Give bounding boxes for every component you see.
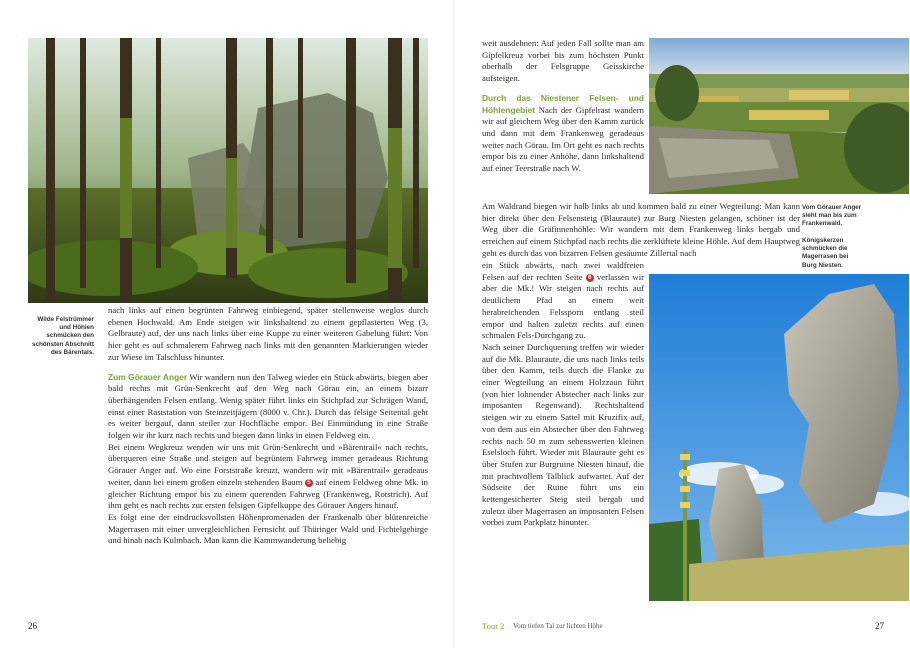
page-number-right: 27 [875,621,884,631]
right-narrow-text [482,260,644,529]
left-paragraph-2 [108,372,428,442]
waypoint-marker-5: 5 [305,479,313,487]
right-page [455,0,910,648]
landscape-photo-caption: Vom Görauer Anger sieht man bis zum Frankenwald. [802,204,862,228]
right-paragraph-1 [482,93,644,175]
right-col-top: weit ausdehnen: Auf jeden Fall sollte man am Gipfelkreuz vorbei bis zum höchsten Punkt oberhalb der Felsgruppe Geisskirche aufsteigen. [482,38,644,84]
right-paragraph-3: Nach seiner Durchquerung treffen wir wieder auf die Mk. Blauraute, die uns nach links teils über den Kamm, teils durch die Flanke zu einer Wegteilung an einem Holzzaun führt (von hier lohnender Abstecher nach links zur imposanten Regenwand). Rechtshaltend steigen wir zu einem Sattel mit Kruzifix auf, von dem aus ein Abstecher über den Fahrweg rechts nach 50 m zum sehenswerten kleinen Eselsloch führt. Wieder mit Blauraute geht es über Stufen zur Burgruine Niesten hinauf, die mit prachtvollem Talblick aufwartet. Auf der Südseite der Ruine führt uns ein kettengesicherter Steig steil bergab und zuletzt über Magerrasen an imposanten Felsen vorbei zum Parkplatz hinunter. [482,341,644,528]
footer-tour-title: Vom tiefen Tal zur lichten Höhe [513,622,603,630]
right-paragraph-2c: verlassen wir aber die Mk.! Wir steigen nach rechts auf deutlichem Pfad an einem weit herabreichenden Felssporn entlang steil empor und halten zuletzt rechts auf einen schmalen Fels-Durchgang zu. [482,271,645,341]
left-paragraph-2-text: Wir wandern nun den Talweg wieder ein Stück abwärts, biegen aber bald rechts mit Grün-Senkrecht auf den Weg nach Görau ein, an einem bizarr überhängenden Felsen entlang. Wenig später führt links ein Stichpfad zur Schrägen Wand, einst einer Raststation von Steinzeitjägern (8000 v. Chr.). Durch das felsige Seitental geht es weiter bergauf, dann steiler zur Hochfläche empor. Bei Einmündung in eine Straße folgen wir ihr kurz nach rechts und biegen dann links in einen Feldweg ein. [108,371,428,441]
forest-photo-caption: Wilde Felstrümmer und Höhlen schmücken den schönsten Abschnitt des Bärentals. [31,316,94,356]
left-paragraph-1: nach links auf einen begrünten Fahrweg einbiegend, später stellenweise weglos durch ebenen Hochwald. Am Ende steigen wir linkshaltend zu einem gepflasterten Weg (3, Gelbraute) auf, der uns nach links über eine Kuppe zu einer weiteren Gabelung führt: Von hier geht es auf schmalerem Fahrweg nach links mit den genannten Markierungen wieder zur Wiese im Talschluss hinunter. [108,305,428,362]
left-paragraph-3 [108,442,428,512]
page-number-left: 26 [28,621,37,631]
right-paragraph-1-text: Nach der Gipfelrast wandern wir auf gleichem Weg über den Kamm zurück und dann mit dem Frankenweg geradeaus weiter nach Görau. Im Ort geht es nach rechts empor bis zu einer Anhöhe, dann linkshaltend auf einer Teerstraße nach W. [482,104,644,174]
right-paragraph-2b-text: ein Stück abwärts, nach zwei waldfreien Felsen auf der rechten Seite [482,260,644,282]
left-body-text [108,305,428,547]
right-paragraph-2: Am Waldrand biegen wir halb links ab und kommen bald zu einer Wegteilung: Man kann hier direkt über den Felsensteig (Blauraute) zur Burg Niesten gelangen, schöner ist der Weg über die Gräfinnenhöhle: Wir wandern mit dem Frankenweg links bergab und erreichen auf einem Stichpfad nach rechts die zerklüftete kleine Höhle. Auf dem Hauptweg geht es durch das von bizarren Felsen gesäumte Zillertal nach [482,201,800,258]
right-paragraph-2b [482,260,644,342]
subhead-niestener-felsen: Durch das Niestener Felsen- und Höhlengebiet [482,92,644,115]
rocks-photo-caption: Königskerzen schmücken die Magerrasen bei Burg Niesten. [802,237,849,269]
subhead-goerauer-anger: Zum Görauer Anger [108,371,188,382]
right-wide-text [482,201,800,260]
left-paragraph-4: Es folgt eine der eindrucksvollsten Höhenpromenaden der Frankenalb über blütenreiche Magerrasen mit einer unvergleichlichen Fernsicht auf Thüringer Wald und Fichtelgebirge und hinab nach Kulmbach. Man kann die Kammwanderung beliebig [108,511,428,546]
right-body-text [482,38,644,175]
left-paragraph-3b: auf einem Feldweg ohne Mk. in gleicher Richtung empor bis zu einem querenden Fahrweg (Frankenweg, Rotstrich). Auf ihm geht es nach rechts zur ersten felsigen Gipfelkuppe des Görauer Angers hinauf. [108,476,429,511]
forest-photo [28,38,428,303]
landscape-photo [649,38,909,194]
left-paragraph-3a: Bei einem Wegkreuz wenden wir uns mit Grün-Senkrecht und »Bärentrail« nach rechts, überqueren eine Straße und steigen auf begrüntem Fahrweg immer geradeaus Richtung Görauer Anger auf. Wo eine Forststraße kreuzt, wandern wir mit »Bärentrail« geradeaus weiter, dann bei einem großen einzeln stehenden Baum [108,441,428,487]
rock-sky-photo [649,274,909,601]
footer-tour-label: Tour 2 [482,621,505,631]
waypoint-marker-6: 6 [586,274,594,282]
